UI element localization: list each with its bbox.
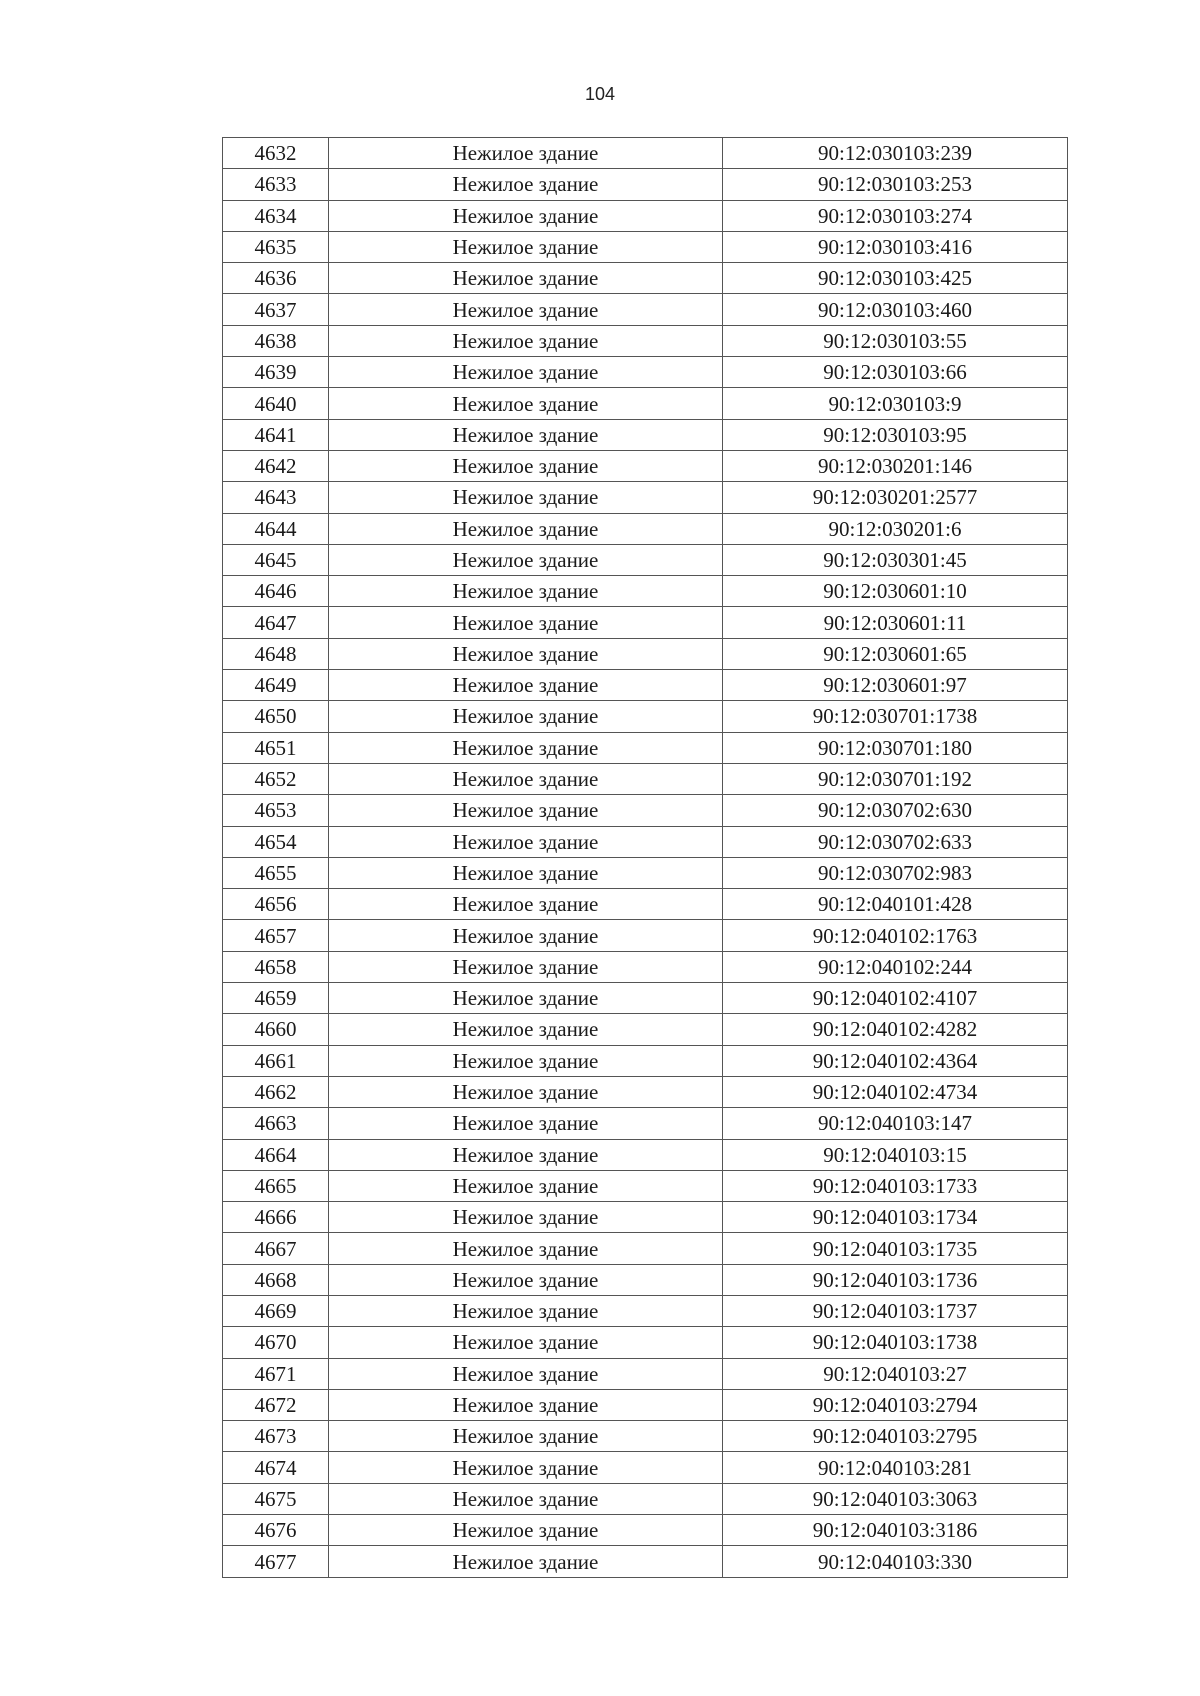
- object-type-cell: Нежилое здание: [329, 231, 723, 262]
- registry-table: [222, 137, 1068, 1578]
- object-type-cell: Нежилое здание: [329, 1421, 723, 1452]
- object-type-cell: Нежилое здание: [329, 200, 723, 231]
- object-type-cell: Нежилое здание: [329, 670, 723, 701]
- cadastral-number-cell: 90:12:040102:4364: [723, 1045, 1068, 1076]
- table-row: [223, 763, 1068, 794]
- table-row: [223, 607, 1068, 638]
- cadastral-number-cell: 90:12:030601:97: [723, 670, 1068, 701]
- table-row: [223, 357, 1068, 388]
- cadastral-number-cell: 90:12:040103:3063: [723, 1483, 1068, 1514]
- row-number-cell: 4639: [223, 357, 329, 388]
- object-type-cell: Нежилое здание: [329, 1389, 723, 1420]
- cadastral-number-cell: 90:12:040103:3186: [723, 1515, 1068, 1546]
- row-number-cell: 4666: [223, 1202, 329, 1233]
- table-row: [223, 544, 1068, 575]
- row-number-cell: 4634: [223, 200, 329, 231]
- object-type-cell: Нежилое здание: [329, 732, 723, 763]
- cadastral-number-cell: 90:12:030702:633: [723, 826, 1068, 857]
- row-number-cell: 4670: [223, 1327, 329, 1358]
- cadastral-number-cell: 90:12:040103:2794: [723, 1389, 1068, 1420]
- object-type-cell: Нежилое здание: [329, 857, 723, 888]
- cadastral-number-cell: 90:12:040103:1735: [723, 1233, 1068, 1264]
- cadastral-number-cell: 90:12:040102:1763: [723, 920, 1068, 951]
- row-number-cell: 4647: [223, 607, 329, 638]
- object-type-cell: Нежилое здание: [329, 607, 723, 638]
- page-number: 104: [584, 84, 616, 104]
- cadastral-number-cell: 90:12:030103:274: [723, 200, 1068, 231]
- object-type-cell: Нежилое здание: [329, 1202, 723, 1233]
- row-number-cell: 4673: [223, 1421, 329, 1452]
- object-type-cell: Нежилое здание: [329, 138, 723, 169]
- object-type-cell: Нежилое здание: [329, 169, 723, 200]
- table-row: [223, 294, 1068, 325]
- cadastral-number-cell: 90:12:030701:180: [723, 732, 1068, 763]
- table-row: [223, 1076, 1068, 1107]
- table-row: [223, 513, 1068, 544]
- table-row: [223, 1515, 1068, 1546]
- object-type-cell: Нежилое здание: [329, 1170, 723, 1201]
- object-type-cell: Нежилое здание: [329, 1327, 723, 1358]
- row-number-cell: 4662: [223, 1076, 329, 1107]
- cadastral-number-cell: 90:12:030103:253: [723, 169, 1068, 200]
- row-number-cell: 4671: [223, 1358, 329, 1389]
- table-row: [223, 1233, 1068, 1264]
- object-type-cell: Нежилое здание: [329, 576, 723, 607]
- cadastral-number-cell: 90:12:030601:65: [723, 638, 1068, 669]
- table-row: [223, 138, 1068, 169]
- object-type-cell: Нежилое здание: [329, 419, 723, 450]
- row-number-cell: 4667: [223, 1233, 329, 1264]
- cadastral-number-cell: 90:12:030601:10: [723, 576, 1068, 607]
- table-row: [223, 1358, 1068, 1389]
- table-row: [223, 638, 1068, 669]
- object-type-cell: Нежилое здание: [329, 795, 723, 826]
- table-row: [223, 482, 1068, 513]
- cadastral-number-cell: 90:12:030702:983: [723, 857, 1068, 888]
- object-type-cell: Нежилое здание: [329, 1452, 723, 1483]
- table-row: [223, 1452, 1068, 1483]
- cadastral-number-cell: 90:12:030201:2577: [723, 482, 1068, 513]
- cadastral-number-cell: 90:12:030103:239: [723, 138, 1068, 169]
- row-number-cell: 4637: [223, 294, 329, 325]
- table-row: [223, 450, 1068, 481]
- cadastral-number-cell: 90:12:040103:1738: [723, 1327, 1068, 1358]
- table-row: [223, 670, 1068, 701]
- object-type-cell: Нежилое здание: [329, 763, 723, 794]
- row-number-cell: 4645: [223, 544, 329, 575]
- row-number-cell: 4658: [223, 951, 329, 982]
- object-type-cell: Нежилое здание: [329, 951, 723, 982]
- table-row: [223, 889, 1068, 920]
- row-number-cell: 4657: [223, 920, 329, 951]
- cadastral-number-cell: 90:12:030103:95: [723, 419, 1068, 450]
- row-number-cell: 4640: [223, 388, 329, 419]
- row-number-cell: 4650: [223, 701, 329, 732]
- row-number-cell: 4674: [223, 1452, 329, 1483]
- row-number-cell: 4646: [223, 576, 329, 607]
- cadastral-number-cell: 90:12:040103:281: [723, 1452, 1068, 1483]
- object-type-cell: Нежилое здание: [329, 357, 723, 388]
- table-row: [223, 1014, 1068, 1045]
- object-type-cell: Нежилое здание: [329, 920, 723, 951]
- cadastral-number-cell: 90:12:030601:11: [723, 607, 1068, 638]
- object-type-cell: Нежилое здание: [329, 1139, 723, 1170]
- table-row: [223, 1264, 1068, 1295]
- table-row: [223, 231, 1068, 262]
- object-type-cell: Нежилое здание: [329, 1233, 723, 1264]
- cadastral-number-cell: 90:12:030201:146: [723, 450, 1068, 481]
- row-number-cell: 4659: [223, 983, 329, 1014]
- object-type-cell: Нежилое здание: [329, 544, 723, 575]
- object-type-cell: Нежилое здание: [329, 388, 723, 419]
- object-type-cell: Нежилое здание: [329, 983, 723, 1014]
- row-number-cell: 4669: [223, 1295, 329, 1326]
- cadastral-number-cell: 90:12:040101:428: [723, 889, 1068, 920]
- cadastral-number-cell: 90:12:030702:630: [723, 795, 1068, 826]
- table-row: [223, 576, 1068, 607]
- row-number-cell: 4652: [223, 763, 329, 794]
- cadastral-number-cell: 90:12:030201:6: [723, 513, 1068, 544]
- object-type-cell: Нежилое здание: [329, 638, 723, 669]
- object-type-cell: Нежилое здание: [329, 1515, 723, 1546]
- object-type-cell: Нежилое здание: [329, 482, 723, 513]
- object-type-cell: Нежилое здание: [329, 1045, 723, 1076]
- table-row: [223, 951, 1068, 982]
- table-row: [223, 1295, 1068, 1326]
- table-row: [223, 920, 1068, 951]
- object-type-cell: Нежилое здание: [329, 1295, 723, 1326]
- table-row: [223, 732, 1068, 763]
- row-number-cell: 4654: [223, 826, 329, 857]
- cadastral-number-cell: 90:12:040103:1734: [723, 1202, 1068, 1233]
- object-type-cell: Нежилое здание: [329, 1108, 723, 1139]
- cadastral-number-cell: 90:12:030701:1738: [723, 701, 1068, 732]
- row-number-cell: 4649: [223, 670, 329, 701]
- row-number-cell: 4661: [223, 1045, 329, 1076]
- object-type-cell: Нежилое здание: [329, 1264, 723, 1295]
- cadastral-number-cell: 90:12:040103:1737: [723, 1295, 1068, 1326]
- table-row: [223, 1170, 1068, 1201]
- row-number-cell: 4677: [223, 1546, 329, 1577]
- table-row: [223, 200, 1068, 231]
- table-row: [223, 826, 1068, 857]
- row-number-cell: 4644: [223, 513, 329, 544]
- object-type-cell: Нежилое здание: [329, 263, 723, 294]
- object-type-cell: Нежилое здание: [329, 513, 723, 544]
- cadastral-number-cell: 90:12:030103:9: [723, 388, 1068, 419]
- table-row: [223, 1483, 1068, 1514]
- row-number-cell: 4675: [223, 1483, 329, 1514]
- cadastral-number-cell: 90:12:040103:15: [723, 1139, 1068, 1170]
- table-row: [223, 325, 1068, 356]
- table-row: [223, 857, 1068, 888]
- table-row: [223, 419, 1068, 450]
- table-row: [223, 1389, 1068, 1420]
- cadastral-number-cell: 90:12:040102:4107: [723, 983, 1068, 1014]
- cadastral-number-cell: 90:12:040103:1733: [723, 1170, 1068, 1201]
- cadastral-number-cell: 90:12:030301:45: [723, 544, 1068, 575]
- cadastral-number-cell: 90:12:040103:1736: [723, 1264, 1068, 1295]
- cadastral-number-cell: 90:12:040103:2795: [723, 1421, 1068, 1452]
- object-type-cell: Нежилое здание: [329, 450, 723, 481]
- cadastral-number-cell: 90:12:030103:66: [723, 357, 1068, 388]
- table-row: [223, 795, 1068, 826]
- object-type-cell: Нежилое здание: [329, 889, 723, 920]
- table-row: [223, 263, 1068, 294]
- row-number-cell: 4648: [223, 638, 329, 669]
- table-row: [223, 169, 1068, 200]
- row-number-cell: 4653: [223, 795, 329, 826]
- table-row: [223, 983, 1068, 1014]
- row-number-cell: 4660: [223, 1014, 329, 1045]
- table-row: [223, 1421, 1068, 1452]
- table-row: [223, 701, 1068, 732]
- table-row: [223, 1327, 1068, 1358]
- object-type-cell: Нежилое здание: [329, 1358, 723, 1389]
- cadastral-number-cell: 90:12:040102:4282: [723, 1014, 1068, 1045]
- row-number-cell: 4668: [223, 1264, 329, 1295]
- cadastral-number-cell: 90:12:040103:147: [723, 1108, 1068, 1139]
- registry-table-body: [223, 138, 1068, 1578]
- table-row: [223, 1546, 1068, 1577]
- table-row: [223, 1202, 1068, 1233]
- registry-table-container: [222, 137, 1067, 1578]
- cadastral-number-cell: 90:12:030701:192: [723, 763, 1068, 794]
- cadastral-number-cell: 90:12:040103:27: [723, 1358, 1068, 1389]
- row-number-cell: 4656: [223, 889, 329, 920]
- row-number-cell: 4664: [223, 1139, 329, 1170]
- row-number-cell: 4642: [223, 450, 329, 481]
- row-number-cell: 4638: [223, 325, 329, 356]
- object-type-cell: Нежилое здание: [329, 1076, 723, 1107]
- row-number-cell: 4636: [223, 263, 329, 294]
- object-type-cell: Нежилое здание: [329, 701, 723, 732]
- row-number-cell: 4665: [223, 1170, 329, 1201]
- row-number-cell: 4655: [223, 857, 329, 888]
- table-row: [223, 1139, 1068, 1170]
- table-row: [223, 1108, 1068, 1139]
- cadastral-number-cell: 90:12:030103:425: [723, 263, 1068, 294]
- row-number-cell: 4672: [223, 1389, 329, 1420]
- object-type-cell: Нежилое здание: [329, 294, 723, 325]
- table-row: [223, 388, 1068, 419]
- object-type-cell: Нежилое здание: [329, 1014, 723, 1045]
- row-number-cell: 4632: [223, 138, 329, 169]
- row-number-cell: 4663: [223, 1108, 329, 1139]
- row-number-cell: 4633: [223, 169, 329, 200]
- cadastral-number-cell: 90:12:040103:330: [723, 1546, 1068, 1577]
- row-number-cell: 4651: [223, 732, 329, 763]
- object-type-cell: Нежилое здание: [329, 826, 723, 857]
- row-number-cell: 4643: [223, 482, 329, 513]
- object-type-cell: Нежилое здание: [329, 1483, 723, 1514]
- cadastral-number-cell: 90:12:040102:4734: [723, 1076, 1068, 1107]
- cadastral-number-cell: 90:12:030103:416: [723, 231, 1068, 262]
- cadastral-number-cell: 90:12:030103:460: [723, 294, 1068, 325]
- object-type-cell: Нежилое здание: [329, 325, 723, 356]
- row-number-cell: 4641: [223, 419, 329, 450]
- row-number-cell: 4676: [223, 1515, 329, 1546]
- object-type-cell: Нежилое здание: [329, 1546, 723, 1577]
- cadastral-number-cell: 90:12:040102:244: [723, 951, 1068, 982]
- row-number-cell: 4635: [223, 231, 329, 262]
- cadastral-number-cell: 90:12:030103:55: [723, 325, 1068, 356]
- table-row: [223, 1045, 1068, 1076]
